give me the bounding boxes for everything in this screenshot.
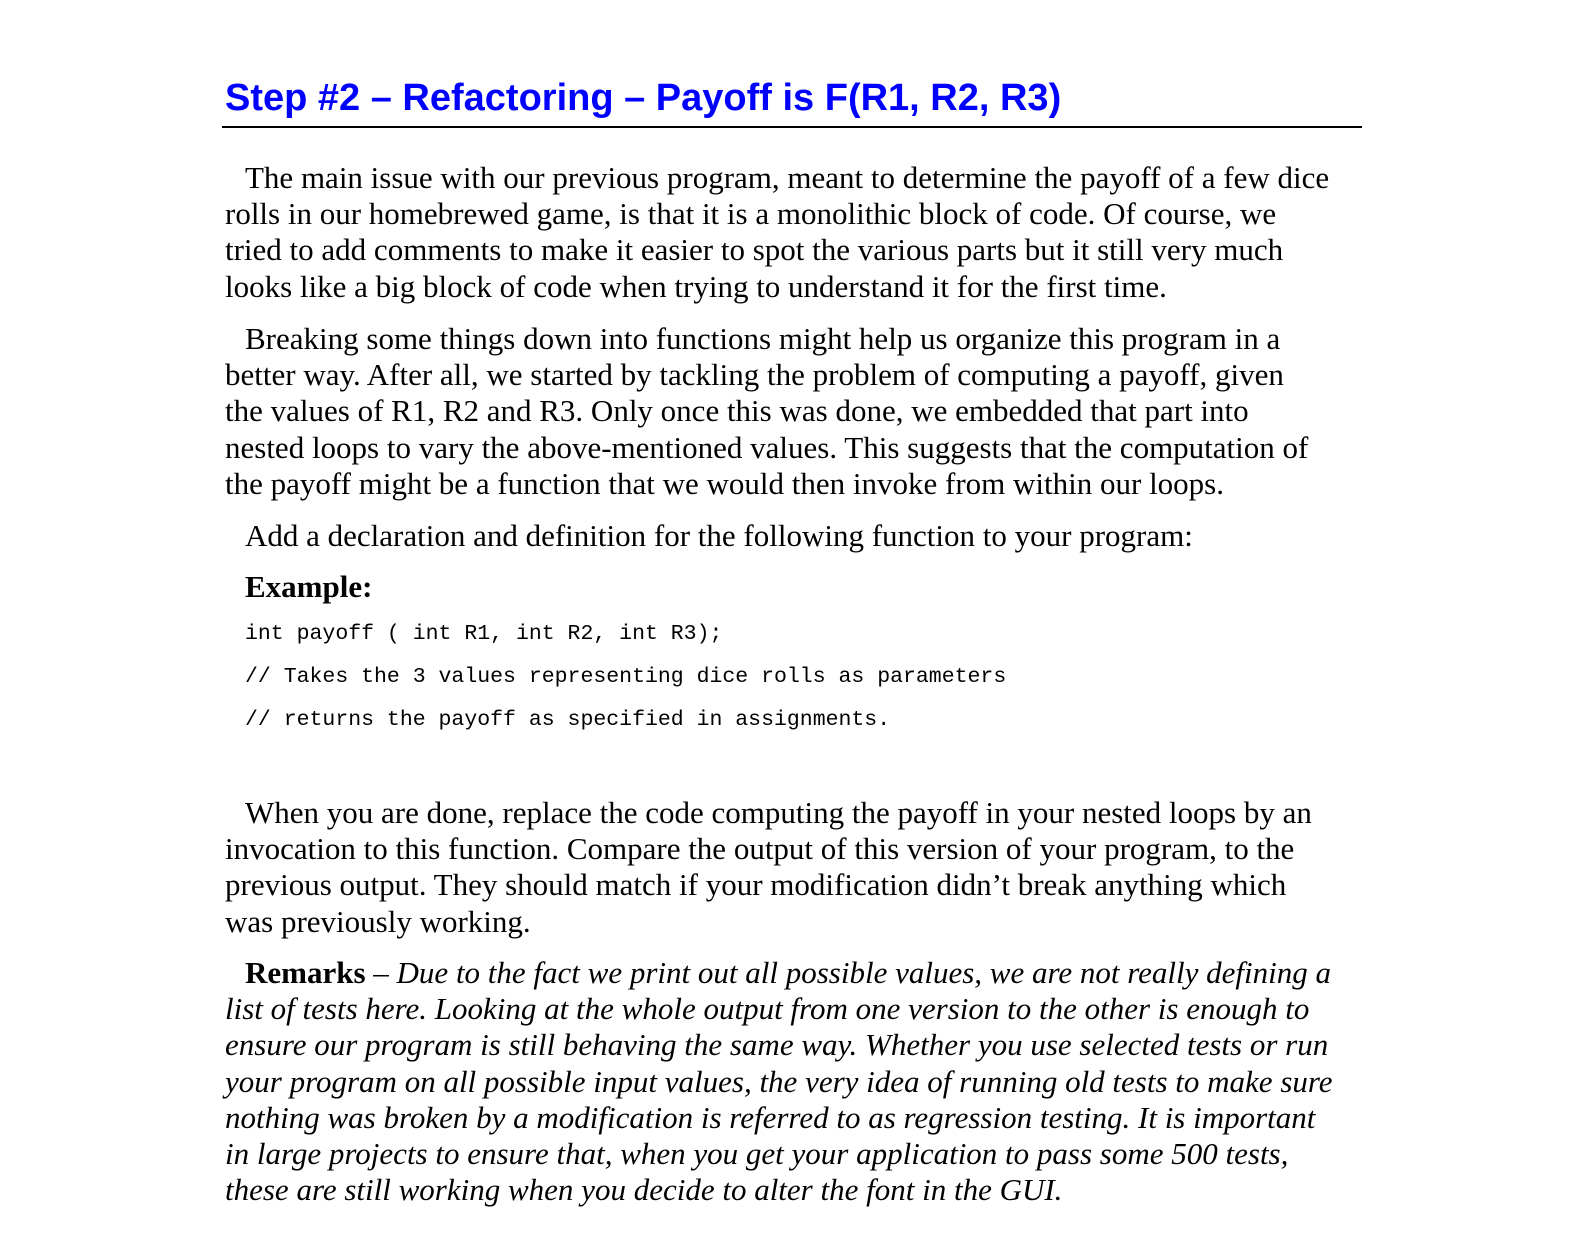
add-declaration-line: Add a declaration and definition for the following function to your program: xyxy=(245,518,1193,553)
intro-line-4: looks like a big block of code when trying to understand it for the first time. xyxy=(225,268,1167,304)
breaking-paragraph xyxy=(225,321,1365,502)
breaking-line-3: the values of R1, R2 and R3. Only once this was done, we embedded that part into xyxy=(225,393,1249,429)
when-done-line-2: invocation to this function. Compare the output of this version of your program, to the xyxy=(225,831,1295,867)
remarks-line-7: these are still working when you decide to alter the font in the GUI. xyxy=(225,1172,1063,1208)
remarks-line-2: list of tests here. Looking at the whole output from one version to the other is enough to xyxy=(225,991,1310,1027)
remarks-line-1 xyxy=(225,955,1365,991)
intro-line-2: rolls in our homebrewed game, is that it is a monolithic block of code. Of course, we xyxy=(225,196,1277,232)
breaking-line-1: Breaking some things down into functions might help us organize this program in a xyxy=(245,321,1281,356)
section-heading-container xyxy=(222,76,1362,128)
intro-paragraph xyxy=(225,160,1365,305)
when-done-line-1: When you are done, replace the code computing the payoff in your nested loops by an xyxy=(245,795,1312,830)
breaking-line-4: nested loops to vary the above-mentioned values. This suggests that the computation of xyxy=(225,429,1309,465)
breaking-line-5: the payoff might be a function that we would then invoke from within our loops. xyxy=(225,465,1224,501)
remarks-line-5: nothing was broken by a modification is referred to as regression testing. It is important xyxy=(225,1099,1316,1135)
example-label: Example: xyxy=(245,569,373,604)
when-done-paragraph xyxy=(225,795,1365,940)
code-comment-1: // Takes the 3 values representing dice rolls as parameters xyxy=(245,665,1007,689)
breaking-line-2: better way. After all, we started by tackling the problem of computing a payoff, given xyxy=(225,357,1284,393)
code-signature: int payoff ( int R1, int R2, int R3); xyxy=(245,622,723,646)
remarks-paragraph xyxy=(225,955,1365,1208)
remarks-line-4: your program on all possible input values, the very idea of running old tests to make sure xyxy=(225,1063,1333,1099)
code-comment-2: // returns the payoff as specified in assignments. xyxy=(245,708,891,732)
remarks-line-3: ensure our program is still behaving the same way. Whether you use selected tests or run xyxy=(225,1027,1329,1063)
intro-line-1: The main issue with our previous program, meant to determine the payoff of a few dice xyxy=(245,160,1330,195)
remarks-dash: – xyxy=(365,955,397,990)
when-done-line-4: was previously working. xyxy=(225,903,531,939)
add-declaration-paragraph xyxy=(225,518,1365,554)
when-done-line-3: previous output. They should match if your modification didn’t break anything which xyxy=(225,867,1287,903)
section-heading: Step #2 – Refactoring – Payoff is F(R1, R2, R3) xyxy=(225,77,1062,119)
remarks-label: Remarks xyxy=(245,955,366,990)
remarks-line-6: in large projects to ensure that, when you get your application to pass some 500 tests, xyxy=(225,1136,1289,1172)
intro-line-3: tried to add comments to make it easier to spot the various parts but it still very much xyxy=(225,232,1284,268)
remarks-text-1: Due to the fact we print out all possible values, we are not really defining a xyxy=(396,955,1332,990)
